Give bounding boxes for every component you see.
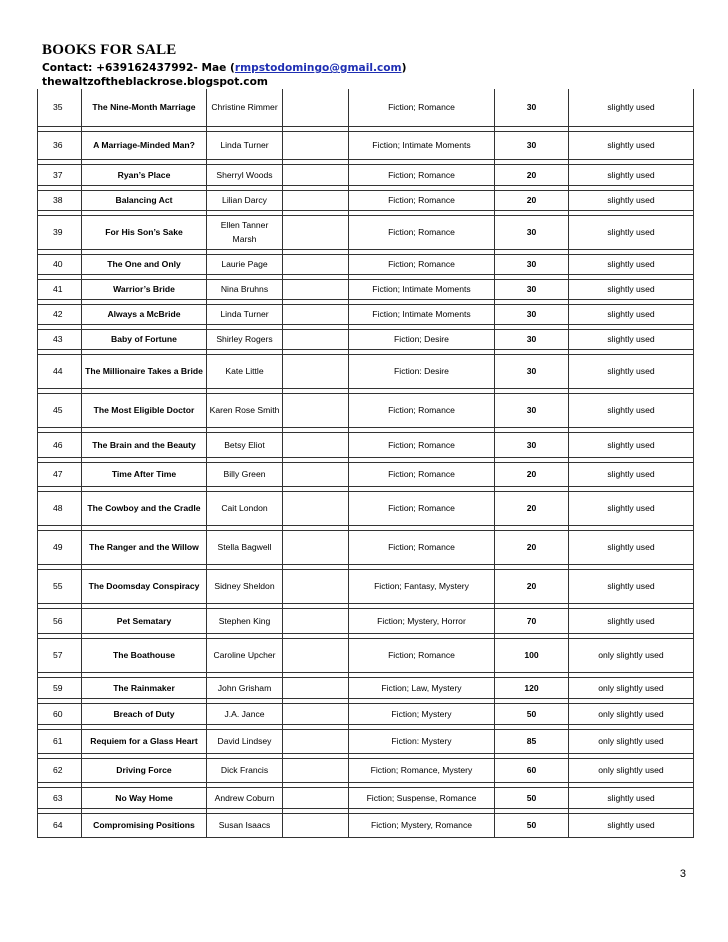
book-title: Driving Force (82, 758, 207, 782)
book-title: Requiem for a Glass Heart (82, 729, 207, 753)
book-price: 50 (495, 787, 569, 808)
book-title: The Doomsday Conspiracy (82, 569, 207, 603)
blank-cell (283, 190, 349, 210)
blank-cell (283, 813, 349, 837)
book-author: Laurie Page (207, 254, 283, 274)
book-number: 56 (38, 608, 82, 633)
book-number: 48 (38, 491, 82, 525)
book-number: 38 (38, 190, 82, 210)
book-genre: Fiction; Romance (349, 190, 495, 210)
book-condition: slightly used (569, 787, 694, 808)
books-table (37, 89, 694, 838)
book-genre: Fiction; Romance (349, 164, 495, 185)
book-genre: Fiction; Romance (349, 638, 495, 672)
table-row (38, 462, 694, 486)
book-genre: Fiction; Law, Mystery (349, 677, 495, 698)
table-row (38, 677, 694, 698)
table-row (38, 530, 694, 564)
table-row (38, 432, 694, 457)
book-number: 37 (38, 164, 82, 185)
book-author: David Lindsey (207, 729, 283, 753)
book-author: Stella Bagwell (207, 530, 283, 564)
book-condition: slightly used (569, 530, 694, 564)
book-author: Karen Rose Smith (207, 393, 283, 427)
book-condition: slightly used (569, 89, 694, 126)
blank-cell (283, 354, 349, 388)
book-title: The Cowboy and the Cradle (82, 491, 207, 525)
blank-cell (283, 703, 349, 724)
book-condition: slightly used (569, 164, 694, 185)
book-genre: Fiction; Romance, Mystery (349, 758, 495, 782)
book-number: 64 (38, 813, 82, 837)
book-number: 60 (38, 703, 82, 724)
book-price: 120 (495, 677, 569, 698)
book-title: Pet Sematary (82, 608, 207, 633)
book-author: John Grisham (207, 677, 283, 698)
book-title: A Marriage-Minded Man? (82, 131, 207, 159)
book-title: The Rainmaker (82, 677, 207, 698)
table-row (38, 164, 694, 185)
book-price: 50 (495, 813, 569, 837)
blank-cell (283, 131, 349, 159)
book-author: Lilian Darcy (207, 190, 283, 210)
blank-cell (283, 758, 349, 782)
book-author: Cait London (207, 491, 283, 525)
book-author: Stephen King (207, 608, 283, 633)
blank-cell (283, 638, 349, 672)
table-row (38, 787, 694, 808)
table-row (38, 190, 694, 210)
book-title: Baby of Fortune (82, 329, 207, 349)
book-number: 46 (38, 432, 82, 457)
book-condition: slightly used (569, 279, 694, 299)
book-condition: slightly used (569, 491, 694, 525)
book-number: 43 (38, 329, 82, 349)
book-condition: slightly used (569, 254, 694, 274)
book-price: 30 (495, 279, 569, 299)
table-row (38, 354, 694, 388)
book-price: 30 (495, 304, 569, 324)
book-title: The Millionaire Takes a Bride (82, 354, 207, 388)
book-author: Kate Little (207, 354, 283, 388)
book-price: 20 (495, 164, 569, 185)
book-genre: Fiction; Mystery, Romance (349, 813, 495, 837)
book-condition: slightly used (569, 354, 694, 388)
book-author: Billy Green (207, 462, 283, 486)
book-price: 30 (495, 354, 569, 388)
book-price: 20 (495, 462, 569, 486)
book-condition: only slightly used (569, 729, 694, 753)
book-author: Linda Turner (207, 131, 283, 159)
book-genre: Fiction; Romance (349, 462, 495, 486)
book-title: No Way Home (82, 787, 207, 808)
table-row (38, 254, 694, 274)
blank-cell (283, 164, 349, 185)
book-condition: slightly used (569, 393, 694, 427)
book-price: 20 (495, 569, 569, 603)
book-condition: slightly used (569, 131, 694, 159)
book-number: 47 (38, 462, 82, 486)
book-number: 45 (38, 393, 82, 427)
table-row (38, 393, 694, 427)
book-number: 61 (38, 729, 82, 753)
book-title: The Boathouse (82, 638, 207, 672)
book-number: 62 (38, 758, 82, 782)
table-row (38, 729, 694, 753)
book-number: 57 (38, 638, 82, 672)
table-row (38, 329, 694, 349)
book-genre: Fiction; Romance (349, 215, 495, 249)
blank-cell (283, 215, 349, 249)
table-row (38, 569, 694, 603)
book-number: 36 (38, 131, 82, 159)
book-price: 30 (495, 432, 569, 457)
book-genre: Fiction; Romance (349, 530, 495, 564)
book-condition: slightly used (569, 329, 694, 349)
book-author: Sidney Sheldon (207, 569, 283, 603)
contact-line (42, 61, 406, 75)
book-author: Linda Turner (207, 304, 283, 324)
book-title: Always a McBride (82, 304, 207, 324)
page-header (42, 42, 406, 89)
book-title: Warrior’s Bride (82, 279, 207, 299)
book-title: Ryan’s Place (82, 164, 207, 185)
book-number: 49 (38, 530, 82, 564)
book-genre: Fiction; Intimate Moments (349, 304, 495, 324)
page-number: 3 (679, 868, 686, 880)
book-condition: slightly used (569, 569, 694, 603)
book-condition: only slightly used (569, 677, 694, 698)
book-number: 39 (38, 215, 82, 249)
book-author: Shirley Rogers (207, 329, 283, 349)
table-row (38, 813, 694, 837)
book-price: 20 (495, 190, 569, 210)
book-price: 30 (495, 131, 569, 159)
book-genre: Fiction: Desire (349, 354, 495, 388)
email-link[interactable]: rmpstodomingo@gmail.com (234, 62, 402, 74)
book-condition: slightly used (569, 432, 694, 457)
book-genre: Fiction; Suspense, Romance (349, 787, 495, 808)
book-title: Compromising Positions (82, 813, 207, 837)
book-genre: Fiction; Mystery, Horror (349, 608, 495, 633)
blank-cell (283, 254, 349, 274)
book-price: 100 (495, 638, 569, 672)
book-title: Balancing Act (82, 190, 207, 210)
book-author: Nina Bruhns (207, 279, 283, 299)
book-price: 20 (495, 530, 569, 564)
book-title: Breach of Duty (82, 703, 207, 724)
book-title: The Most Eligible Doctor (82, 393, 207, 427)
book-genre: Fiction; Mystery (349, 703, 495, 724)
book-price: 30 (495, 254, 569, 274)
book-number: 63 (38, 787, 82, 808)
table-row (38, 608, 694, 633)
table-row (38, 131, 694, 159)
blank-cell (283, 462, 349, 486)
book-condition: slightly used (569, 608, 694, 633)
contact-suffix: ) (401, 62, 407, 74)
book-genre: Fiction; Intimate Moments (349, 131, 495, 159)
book-genre: Fiction; Desire (349, 329, 495, 349)
table-row (38, 703, 694, 724)
book-condition: slightly used (569, 190, 694, 210)
book-author: Susan Isaacs (207, 813, 283, 837)
book-title: The Nine-Month Marriage (82, 89, 207, 126)
blank-cell (283, 530, 349, 564)
book-condition: only slightly used (569, 638, 694, 672)
table-row (38, 279, 694, 299)
book-number: 59 (38, 677, 82, 698)
book-author: Caroline Upcher (207, 638, 283, 672)
blank-cell (283, 608, 349, 633)
blank-cell (283, 491, 349, 525)
book-genre: Fiction; Intimate Moments (349, 279, 495, 299)
book-author: Sherryl Woods (207, 164, 283, 185)
book-condition: only slightly used (569, 703, 694, 724)
blank-cell (283, 279, 349, 299)
book-price: 20 (495, 491, 569, 525)
book-price: 30 (495, 89, 569, 126)
book-genre: Fiction; Romance (349, 89, 495, 126)
book-author: J.A. Jance (207, 703, 283, 724)
blank-cell (283, 304, 349, 324)
book-genre: Fiction; Fantasy, Mystery (349, 569, 495, 603)
table-row (38, 638, 694, 672)
book-price: 30 (495, 329, 569, 349)
book-title: Time After Time (82, 462, 207, 486)
blank-cell (283, 787, 349, 808)
book-condition: slightly used (569, 215, 694, 249)
table-row (38, 304, 694, 324)
book-number: 55 (38, 569, 82, 603)
book-price: 60 (495, 758, 569, 782)
blank-cell (283, 729, 349, 753)
book-condition: only slightly used (569, 758, 694, 782)
book-genre: Fiction: Mystery (349, 729, 495, 753)
book-number: 42 (38, 304, 82, 324)
contact-text: Contact: +639162437992- Mae ( (42, 62, 235, 74)
book-price: 30 (495, 393, 569, 427)
book-genre: Fiction; Romance (349, 491, 495, 525)
book-condition: slightly used (569, 304, 694, 324)
book-condition: slightly used (569, 462, 694, 486)
book-number: 40 (38, 254, 82, 274)
book-author: Betsy Eliot (207, 432, 283, 457)
blank-cell (283, 677, 349, 698)
table-row (38, 758, 694, 782)
table-row (38, 215, 694, 249)
book-genre: Fiction; Romance (349, 393, 495, 427)
blank-cell (283, 89, 349, 126)
book-number: 44 (38, 354, 82, 388)
blank-cell (283, 393, 349, 427)
book-price: 85 (495, 729, 569, 753)
book-price: 30 (495, 215, 569, 249)
book-condition: slightly used (569, 813, 694, 837)
book-number: 35 (38, 89, 82, 126)
blank-cell (283, 569, 349, 603)
book-title: The Brain and the Beauty (82, 432, 207, 457)
book-price: 70 (495, 608, 569, 633)
table-row (38, 491, 694, 525)
book-author: Andrew Coburn (207, 787, 283, 808)
book-genre: Fiction; Romance (349, 254, 495, 274)
blank-cell (283, 432, 349, 457)
book-price: 50 (495, 703, 569, 724)
blank-cell (283, 329, 349, 349)
book-author: Ellen Tanner Marsh (207, 215, 283, 249)
book-number: 41 (38, 279, 82, 299)
table-row (38, 89, 694, 126)
book-title: The One and Only (82, 254, 207, 274)
book-author: Dick Francis (207, 758, 283, 782)
document-title: BOOKS FOR SALE (42, 42, 177, 58)
book-title: For His Son’s Sake (82, 215, 207, 249)
book-title: The Ranger and the Willow (82, 530, 207, 564)
blog-url: thewaltzoftheblackrose.blogspot.com (42, 76, 268, 88)
book-author: Christine Rimmer (207, 89, 283, 126)
book-genre: Fiction; Romance (349, 432, 495, 457)
